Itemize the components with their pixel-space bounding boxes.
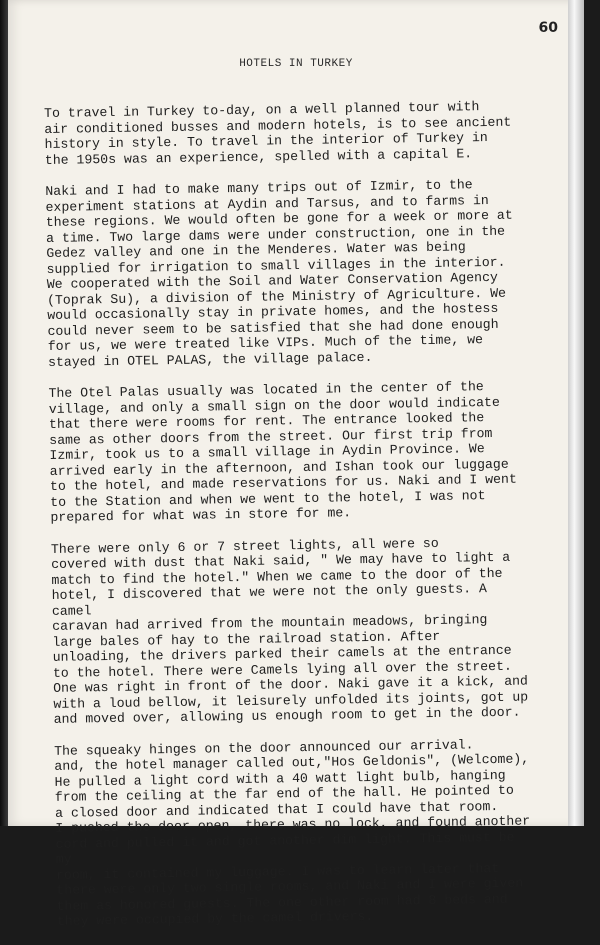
chapter-title: HOTELS IN TURKEY [239,58,353,70]
page-number: 60 [538,20,558,36]
document-page [8,0,584,929]
paragraph-5: The squeaky hinges on the door announced our arrival. and, the hotel manager called out,"Hos Geldonis", (Welcome), He pulled a light cord with a 40 watt light bulb, hanging from the ceiling at the far end of the hall. He pointed to a closed door and indicated that I could have that room. I pushed the door open, there was no lock, and found another cord and pulled it and got another dim light. This must be my room, it contained my luggage. I was to learn later that there were only two single rooms, and Naki and I were given them as honored guests. The one other room had 8 beds and they were occupied by the camel drivers. [54,736,531,929]
page-stack-edge [568,0,584,826]
paragraph-4: There were only 6 or 7 street lights, all were so covered with dust that Naki said, " We may have to light a match to find the hotel." When we came to the door of the hotel, I discovered that we were not the only guests. A camel caravan had arrived from the mountain meadows, bringing large bales of hay to the railroad station. After unloading, the drivers parked their camels at the entrance to the hotel. There were Camels lying all over the street. One was right in front of the door. Naki gave it a kick, and with a loud bellow, it leisurely unfolded its joints, got up and moved over, allowing us enough room to get in the door. [50,535,529,727]
paragraph-3: The Otel Palas usually was located in the center of the village, and only a small sign on the door would indicate that there were rooms for rent. The entrance looked the same as other doors from the street. Our first trip from Izmir, took us to a small village in Aydin Province. We arrived early in the afternoon, and Ishan took our luggage to the hotel, and made reservations for us. Naki and I went to the Station and when we went to the hotel, I was not prepared for what was in store for me. [48,379,517,525]
scan-shadow-left [0,0,8,826]
paragraph-1: To travel in Turkey to-day, on a well planned tour with air conditioned busses and modern hotels, is to see ancient history in style. To travel in the interior of Turkey in the 1950s was an experience, spelled with a capital E. [44,99,512,168]
paragraph-2: Naki and I had to make many trips out of Izmir, to the experiment stations at Aydin and Tarsus, and to farms in these regions. We would often be gone for a week or more at a time. Two large dams were under construction, one in the Gedez valley and one in the Menderes. Water was being supplied for irrigation to small villages in the interior. We cooperated with the Soil and Water Conservation Agency (Toprak Su), a division of the Ministry of Agriculture. We would occasionally stay in private homes, and the hostess could never seem to be satisfied that she had done enough for us, we were treated like VIPs. Much of the time, we stayed in OTEL PALAS, the village palace. [45,177,513,370]
body-text [44,98,537,945]
